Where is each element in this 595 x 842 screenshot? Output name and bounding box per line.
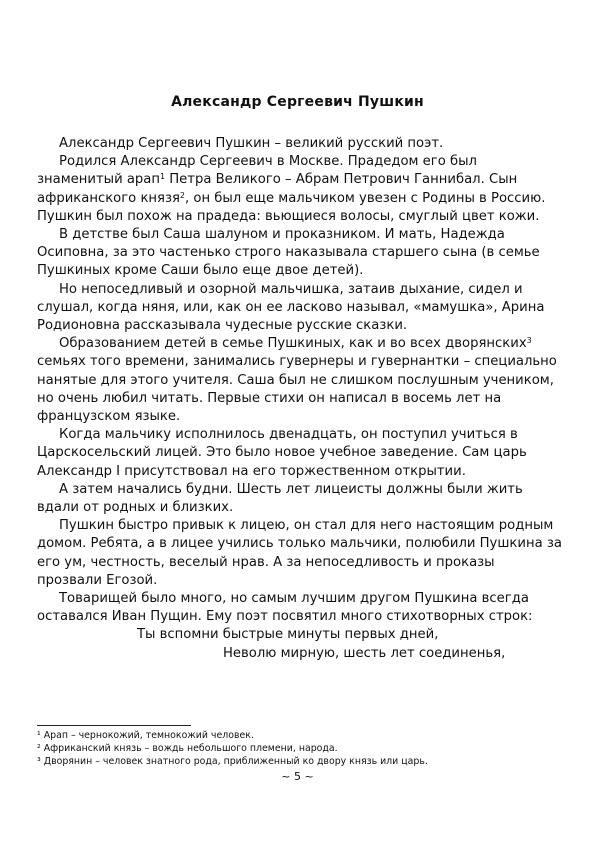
page-number: ~ 5 ~ xyxy=(281,770,314,783)
paragraph-text: Родился Александр Сергеевич в Москве. Прадедом его был знаменитый арап xyxy=(37,154,477,188)
footnotes xyxy=(37,730,567,768)
footnote-ref: 3 xyxy=(526,336,532,346)
paragraph: А затем начались будни. Шесть лет лицеисты должны были жить вдали от родных и близких. xyxy=(37,481,523,516)
paragraph-text: , он был еще мальчиком увезен с Родины в Россию. Пушкин был похож на прадеда: вьющиеся волосы, смуглый цвет кожи. xyxy=(37,190,546,224)
poem-line: Ты вспомни быстрые минуты первых дней, xyxy=(137,627,439,643)
footnote-divider xyxy=(37,725,191,726)
footnote: ¹ Арап – чернокожий, темнокожий человек. xyxy=(37,730,254,741)
paragraph-text: семьях того времени, занимались гувернеры и гувернантки – специально нанятые для этого учителя. Саша был не слишком послушным учеником, но очень любил читать. Первые стихи он написал в восемь лет на французском языке. xyxy=(37,354,557,425)
poem-line: Неволю мирную, шесть лет соединенья, xyxy=(223,645,506,661)
footnote-ref: 1 xyxy=(159,172,166,182)
paragraph xyxy=(37,335,563,426)
paragraph xyxy=(37,153,563,226)
paragraph: В детстве был Саша шалуном и проказником. И мать, Надежда Осиповна, за это частенько строго наказывала старшего сына (в семье Пушкиных кроме Саши было еще двое детей). xyxy=(37,227,540,279)
page-title: Александр Сергеевич Пушкин xyxy=(171,94,424,110)
paragraph-text: Петра Великого – Абрам Петрович Ганнибал. Сын африканского князя xyxy=(37,172,518,206)
footnote: ³ Дворянин – человек знатного рода, приближенный ко двору князь или царь. xyxy=(37,755,428,767)
paragraph: Но непоседливый и озорной мальчишка, затаив дыхание, сидел и слушал, когда няня, или, как он ее ласково называл, «мамушка», Арина Родионовна рассказывала чудесные русские сказки. xyxy=(37,281,545,334)
footnote-ref: 2 xyxy=(179,190,185,200)
paragraph: Товарищей было много, но самым лучшим другом Пушкина всегда оставался Иван Пущин. Ему поэт посвятил много стихотворных строк: xyxy=(37,591,533,625)
paragraph-text: Образованием детей в семье Пушкиных, как и во всех дворянских xyxy=(59,336,527,352)
paragraph: Пушкин быстро привык к лицею, он стал для него настоящим родным домом. Ребята, а в лицее учились только мальчики, полюбили Пушкина за его ум, честность, веселый нрав. А за непоседливость и проказы прозвали Егозой. xyxy=(37,518,562,588)
paragraph: Александр Сергеевич Пушкин – великий русский поэт. xyxy=(59,136,444,151)
paragraph: Когда мальчику исполнилось двенадцать, он поступил учиться в Царскосельский лицей. Это было новое учебное заведение. Сам царь Александр I присутствовал на его торжественном открытии. xyxy=(37,427,527,479)
body-text xyxy=(37,135,563,663)
footnote: ² Африканский князь – вождь небольшого племени, народа. xyxy=(37,742,338,754)
